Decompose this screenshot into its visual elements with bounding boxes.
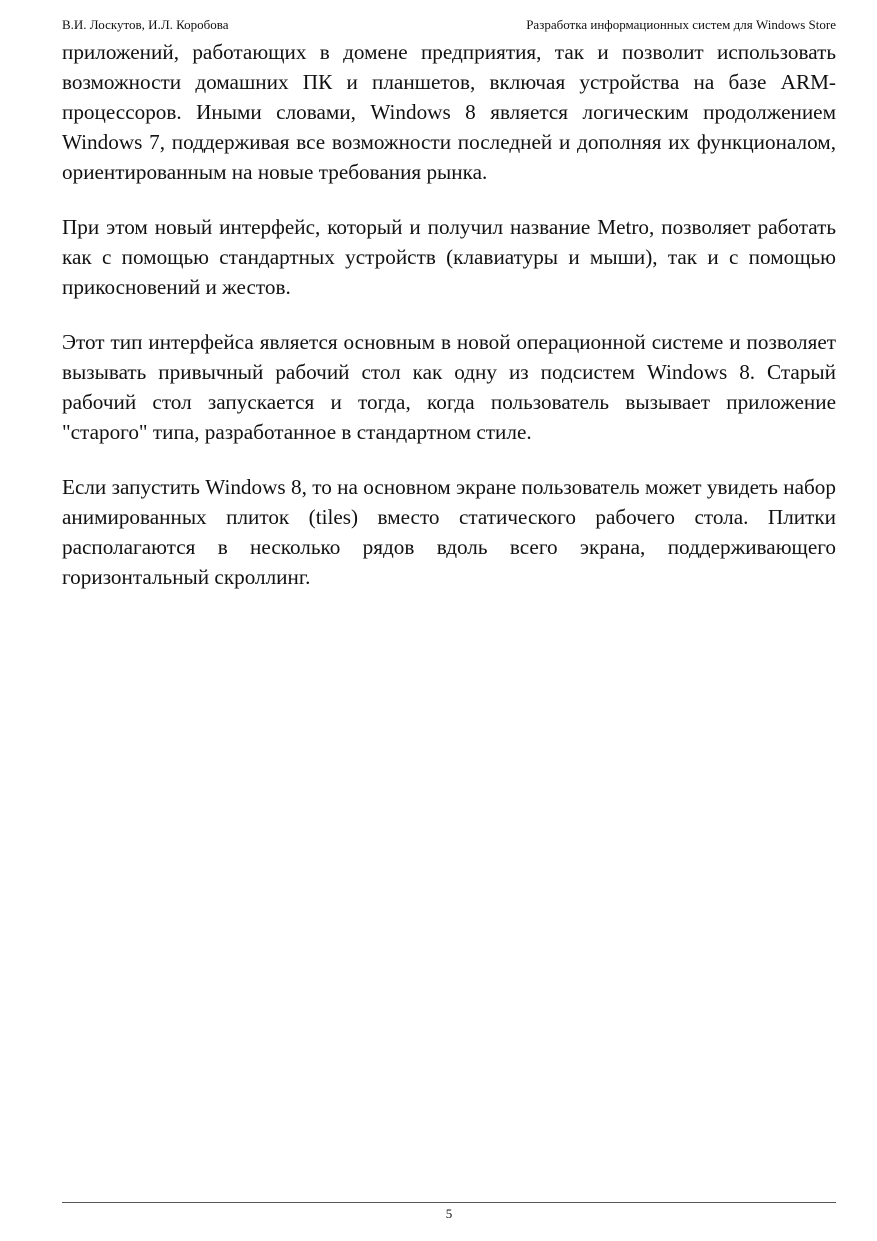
paragraph: При этом новый интерфейс, который и получил название Metro, позволяет работать как с помощью стандартных устройств (клавиатуры и мыши), так и с помощью прикосновений и жестов. [62, 215, 836, 299]
paragraph: Если запустить Windows 8, то на основном экране пользователь может увидеть набор анимированных плиток (tiles) вместо статического рабочего стола. Плитки располагаются в несколько рядов вдоль всего экрана, поддерживающего горизонтальный скроллинг. [62, 475, 836, 589]
paragraph: приложений, работающих в домене предприятия, так и позволит использовать возможности домашних ПК и планшетов, включая устройства на базе ARM-процессоров. Иными словами, Windows 8 является логическим продолжением Windows 7, поддерживая все возможности последней и дополняя их функционалом, ориентированным на новые требования рынка. [62, 40, 836, 184]
header-book-title: Разработка информационных систем для Windows Store [526, 17, 836, 32]
footer-divider [62, 1202, 836, 1203]
running-header [62, 16, 836, 34]
main-text [62, 37, 836, 617]
paragraph: Этот тип интерфейса является основным в новой операционной системе и позволяет вызывать привычный рабочий стол как одну из подсистем Windows 8. Старый рабочий стол запускается и тогда, когда пользователь вызывает приложение "старого" типа, разработанное в стандартном стиле. [62, 330, 836, 444]
page-number: 5 [445, 1206, 453, 1221]
header-authors: В.И. Лоскутов, И.Л. Коробова [62, 17, 229, 32]
